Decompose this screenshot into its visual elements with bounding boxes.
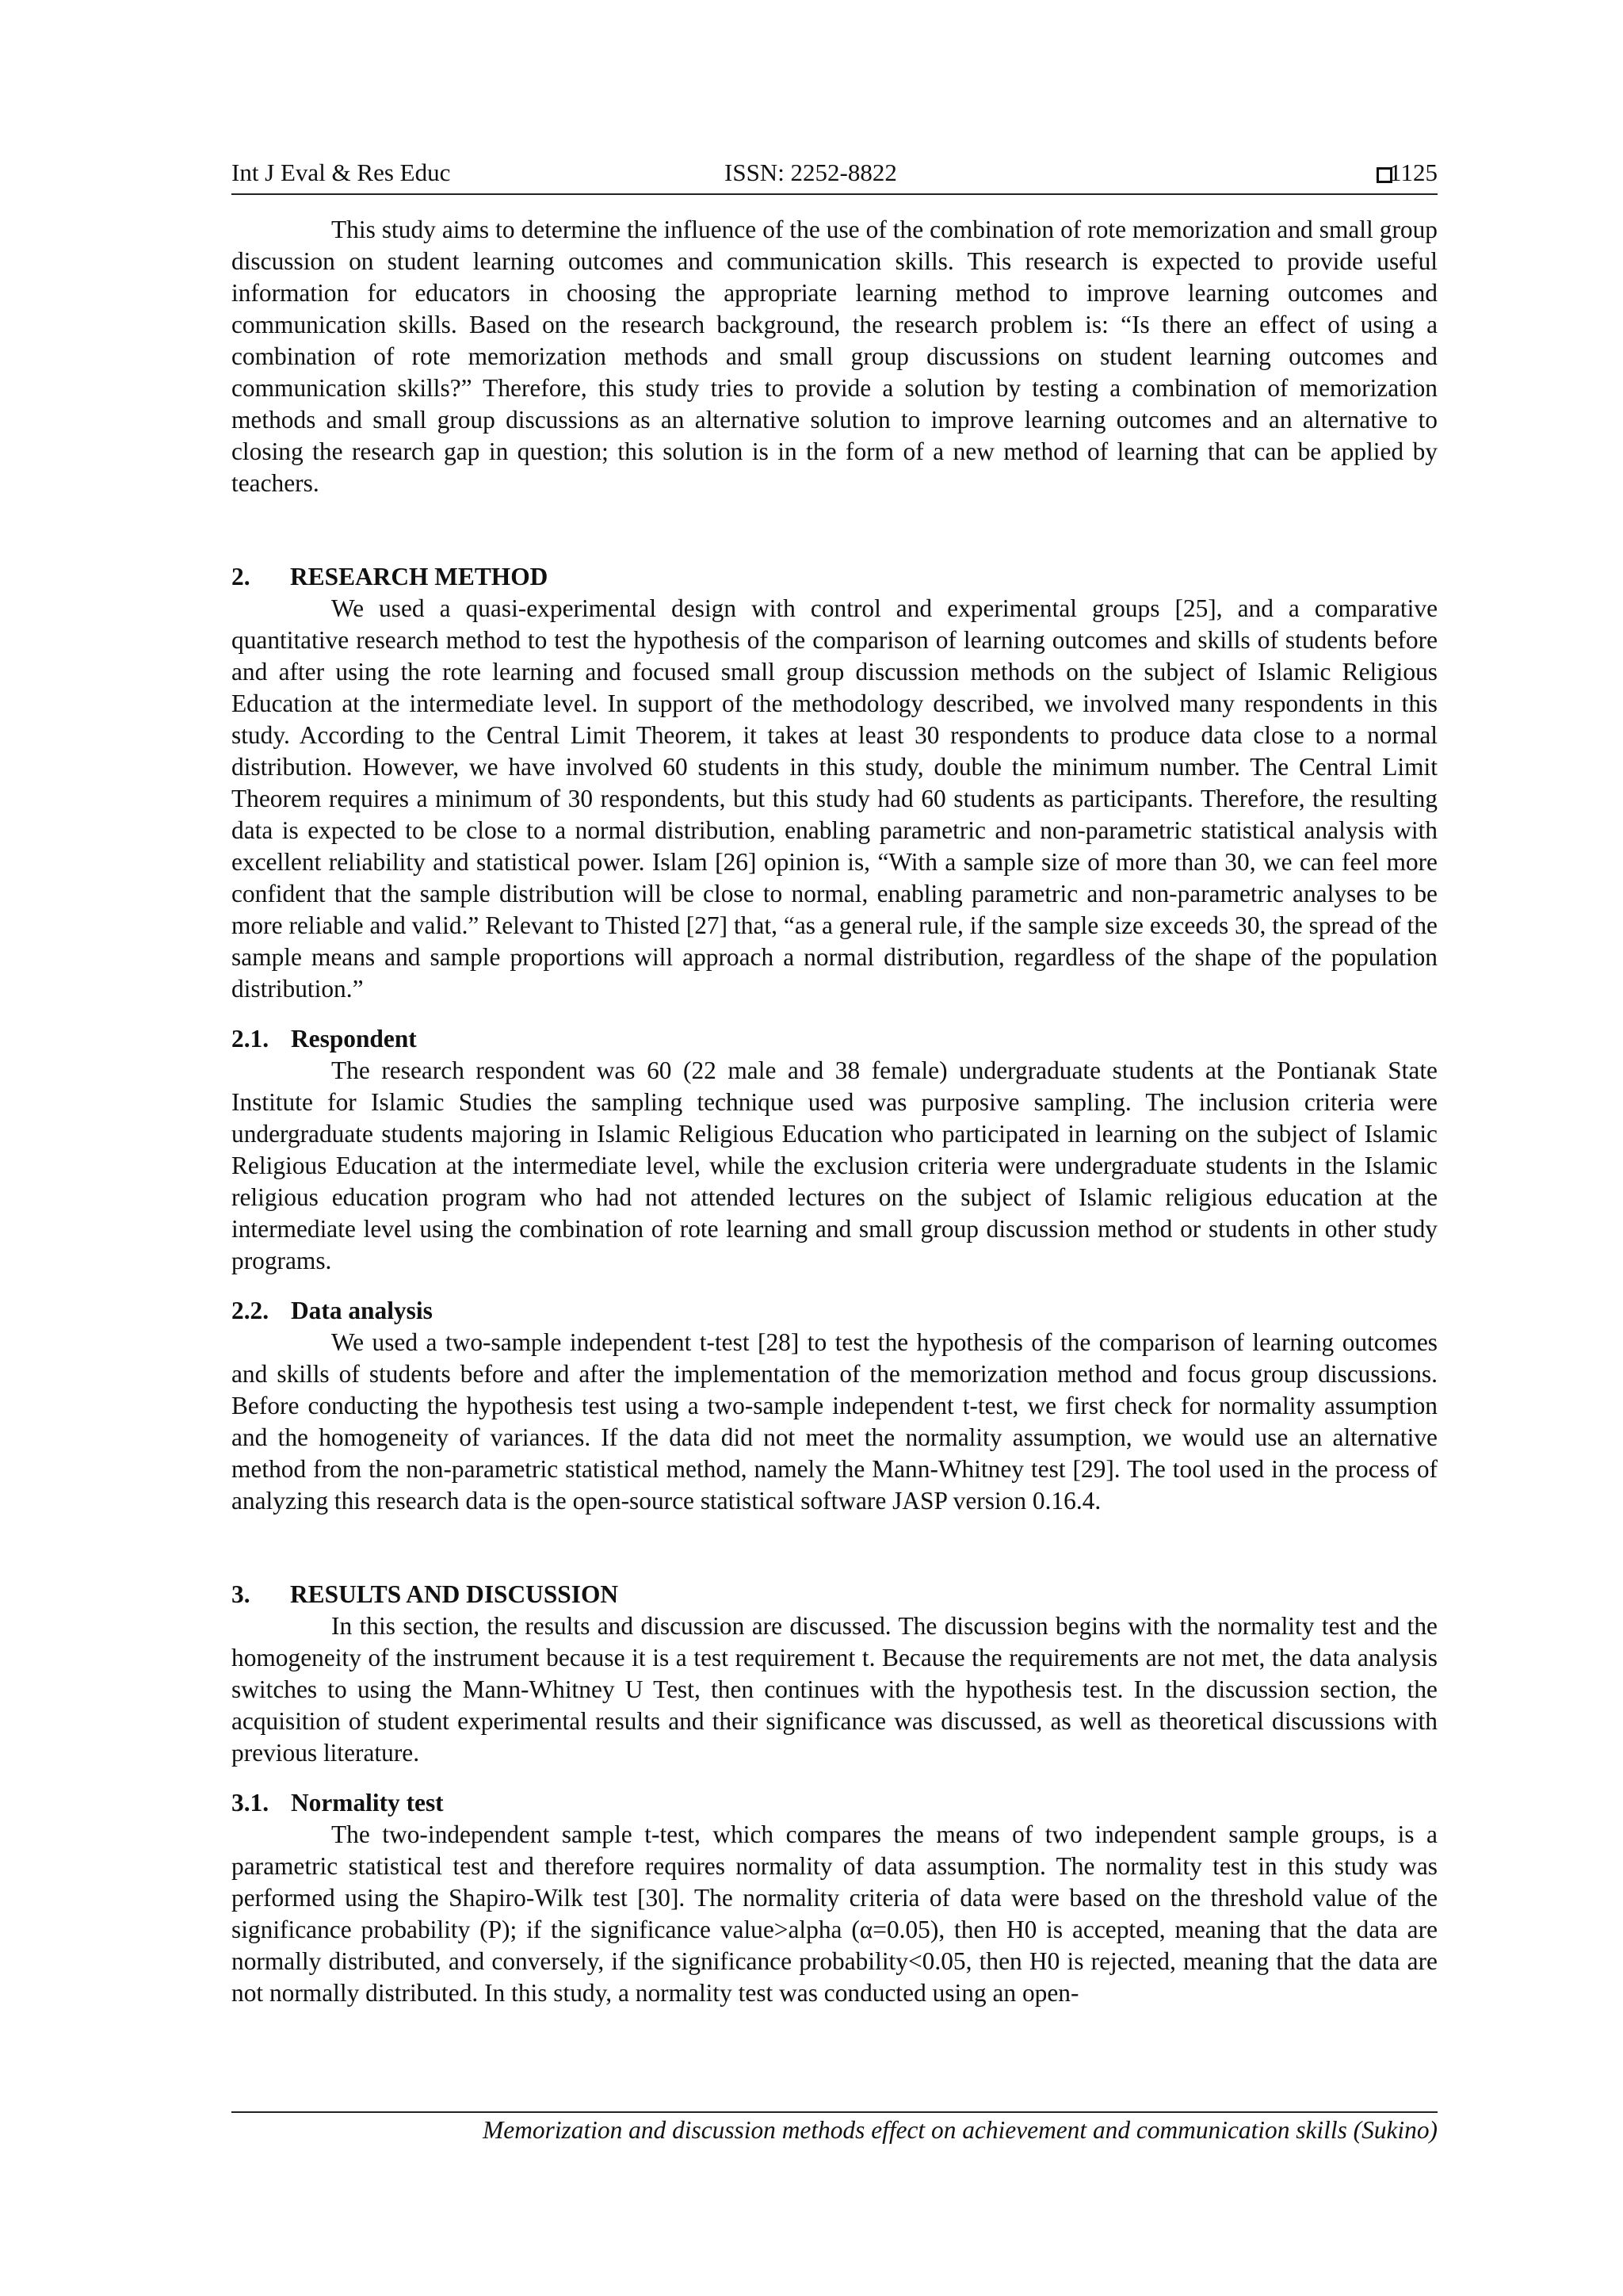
article-body — [231, 214, 1438, 2009]
respondent-paragraph: The research respondent was 60 (22 male and 38 female) undergraduate students at the Pontianak State Institute for Islamic Studies the sampling technique used was purposive sampling. The inclusion criteria were undergraduate students majoring in Islamic Religious Education who participated in learning on the subject of Islamic Religious Education at the intermediate level, while the exclusion criteria were undergraduate students in the Islamic religious education program who had not attended lectures on the subject of Islamic religious education at the intermediate level using the combination of rote learning and small group discussion method or students in other study programs. — [231, 1056, 1438, 1274]
section-heading-results-discussion: 3. RESULTS AND DISCUSSION — [231, 1580, 619, 1608]
running-header — [231, 155, 1438, 195]
intro-paragraph: This study aims to determine the influence of the use of the combination of rote memorization and small group discussion on student learning outcomes and communication skills. This research is expected to provide useful information for educators in choosing the appropriate learning method to improve learning outcomes and communication skills. Based on the research background, the research problem is: “Is there an effect of using a combination of rote memorization methods and small group discussions on student learning outcomes and communication skills?” Therefore, this study tries to provide a solution by testing a combination of memorization methods and small group discussions as an alternative solution to improve learning outcomes and an alternative to closing the research gap in question; this solution is in the form of a new method of learning that can be applied by teachers. — [231, 216, 1438, 497]
page-number: 1125 — [1389, 159, 1438, 186]
running-footer: Memorization and discussion methods effect on achievement and communication skills (Sukino) — [483, 2116, 1438, 2144]
issn: ISSN: 2252-8822 — [724, 159, 897, 186]
results-paragraph: In this section, the results and discussion are discussed. The discussion begins with the normality test and the homogeneity of the instrument because it is a test requirement t. Because the requirements are not met, the data analysis switches to using the Mann-Whitney U Test, then continues with the hypothesis test. In the discussion section, the acquisition of student experimental results and their significance was discussed, as well as theoretical discussions with previous literature. — [231, 1612, 1438, 1767]
data-analysis-paragraph: We used a two-sample independent t-test [28] to test the hypothesis of the comparison of learning outcomes and skills of students before and after the implementation of the memorization method and focus group discussions. Before conducting the hypothesis test using a two-sample independent t-test, we first check for normality assumption and the homogeneity of variances. If the data did not meet the normality assumption, we would use an alternative method from the non-parametric statistical method, namely the Mann-Whitney test [29]. The tool used in the process of analyzing this research data is the open-source statistical software JASP version 0.16.4. — [231, 1328, 1438, 1515]
research-method-paragraph: We used a quasi-experimental design with control and experimental groups [25], and a comparative quantitative research method to test the hypothesis of the comparison of learning outcomes and skills of students before and after using the rote learning and focused small group discussion methods on the subject of Islamic Religious Education at the intermediate level. In support of the methodology described, we involved many respondents in this study. According to the Central Limit Theorem, it takes at least 30 respondents to produce data close to a normal distribution. However, we have involved 60 students in this study, double the minimum number. The Central Limit Theorem requires a minimum of 30 respondents, but this study had 60 students as participants. Therefore, the resulting data is expected to be close to a normal distribution, enabling parametric and non-parametric statistical analysis with excellent reliability and statistical power. Islam [26] opinion is, “With a sample size of more than 30, we can feel more confident that the sample distribution will be close to normal, enabling parametric and non-parametric analyses to be more reliable and valid.” Relevant to Thisted [27] that, “as a general rule, if the sample size exceeds 30, the spread of the sample means and sample proportions will approach a normal distribution, regardless of the shape of the population distribution.” — [231, 594, 1438, 1003]
subsection-heading-respondent: 2.1. Respondent — [231, 1025, 417, 1052]
subsection-heading-normality-test: 3.1. Normality test — [231, 1789, 444, 1817]
subsection-heading-data-analysis: 2.2. Data analysis — [231, 1297, 433, 1324]
journal-name: Int J Eval & Res Educ — [231, 159, 451, 186]
section-heading-research-method: 2. RESEARCH METHOD — [231, 563, 548, 590]
normality-paragraph: The two-independent sample t-test, which compares the means of two independent sample groups, is a parametric statistical test and therefore requires normality of data assumption. The normality test in this study was performed using the Shapiro-Wilk test [30]. The normality criteria of data were based on the threshold value of the significance probability (P); if the significance value>alpha (α=0.05), then H0 is accepted, meaning that the data are normally distributed, and conversely, if the significance probability<0.05, then H0 is rejected, meaning that the data are not normally distributed. In this study, a normality test was conducted using an open- — [231, 1820, 1438, 2007]
